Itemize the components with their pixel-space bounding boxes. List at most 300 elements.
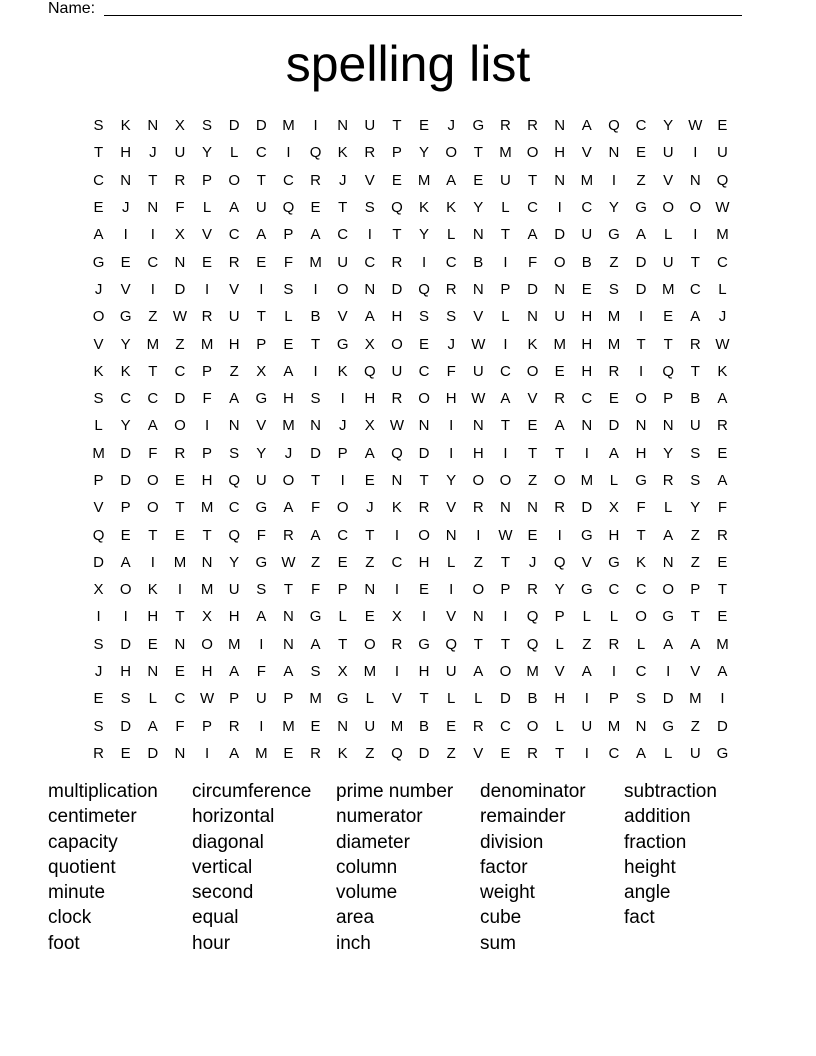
grid-letter: R bbox=[174, 171, 186, 189]
grid-letter: M bbox=[553, 335, 566, 353]
grid-letter: Y bbox=[554, 581, 565, 599]
word-list-item: foot bbox=[48, 932, 80, 954]
word-list-item: area bbox=[336, 907, 375, 929]
grid-letter: P bbox=[202, 444, 213, 462]
grid-letter: E bbox=[500, 744, 511, 762]
grid-letter: E bbox=[283, 744, 294, 762]
grid-letter: Z bbox=[527, 472, 538, 489]
grid-letter: F bbox=[636, 499, 646, 517]
grid-letter: P bbox=[554, 608, 565, 626]
grid-letter: C bbox=[255, 144, 267, 162]
grid-letter: A bbox=[717, 390, 728, 408]
grid-letter: N bbox=[337, 117, 349, 135]
grid-letter: O bbox=[146, 499, 159, 517]
grid-letter: T bbox=[636, 526, 646, 544]
grid-letter: H bbox=[581, 362, 593, 380]
grid-letter: O bbox=[635, 608, 647, 626]
word-list-item: fact bbox=[624, 907, 655, 929]
grid-letter: Q bbox=[526, 635, 539, 653]
grid-letter: S bbox=[446, 308, 457, 326]
grid-letter: P bbox=[202, 362, 213, 380]
grid-letter: N bbox=[472, 226, 484, 244]
grid-letter: P bbox=[337, 581, 348, 599]
grid-letter: N bbox=[364, 581, 376, 599]
word-list-item: volume bbox=[336, 882, 398, 904]
grid-letter: V bbox=[527, 390, 538, 408]
grid-letter: J bbox=[338, 171, 347, 189]
grid-letter: A bbox=[554, 417, 565, 435]
grid-letter: H bbox=[635, 444, 647, 462]
grid-letter: E bbox=[120, 253, 131, 271]
grid-letter: J bbox=[338, 417, 347, 435]
grid-letter: L bbox=[230, 144, 239, 162]
grid-letter: H bbox=[201, 663, 213, 681]
grid-letter: O bbox=[336, 499, 349, 517]
grid-letter: V bbox=[256, 417, 267, 435]
grid-letter: A bbox=[229, 390, 240, 408]
grid-letter: A bbox=[283, 663, 294, 681]
grid-letter: K bbox=[419, 199, 430, 217]
grid-letter: C bbox=[147, 390, 159, 408]
grid-letter: O bbox=[472, 581, 485, 599]
grid-letter: T bbox=[690, 253, 700, 271]
grid-row bbox=[85, 167, 736, 194]
grid-letter: Z bbox=[365, 744, 375, 762]
grid-letter: U bbox=[391, 362, 403, 380]
grid-letter: D bbox=[500, 690, 511, 708]
grid-letter: O bbox=[635, 390, 647, 408]
grid-letter: W bbox=[471, 390, 486, 408]
grid-letter: C bbox=[418, 362, 430, 380]
grid-letter: E bbox=[93, 690, 104, 708]
grid-letter: C bbox=[581, 199, 593, 217]
grid-letter: A bbox=[229, 663, 240, 681]
grid-letter: A bbox=[93, 226, 104, 244]
grid-letter: T bbox=[527, 171, 538, 189]
grid-letter: V bbox=[473, 744, 484, 762]
grid-row bbox=[85, 139, 736, 166]
grid-letter: A bbox=[717, 663, 728, 681]
grid-letter: I bbox=[150, 226, 155, 244]
grid-letter: G bbox=[580, 581, 593, 599]
grid-letter: H bbox=[120, 144, 132, 162]
grid-letter: K bbox=[636, 553, 647, 571]
grid-letter: Q bbox=[716, 171, 729, 189]
grid-letter: I bbox=[259, 635, 264, 653]
grid-letter: I bbox=[449, 581, 454, 599]
grid-letter: I bbox=[367, 226, 372, 244]
grid-letter: C bbox=[500, 362, 511, 380]
name-label: Name: bbox=[48, 0, 96, 17]
grid-letter: I bbox=[204, 417, 210, 435]
grid-letter: L bbox=[284, 308, 293, 326]
grid-letter: K bbox=[120, 117, 131, 135]
grid-letter: U bbox=[364, 117, 376, 135]
grid-letter: O bbox=[526, 362, 539, 380]
grid-letter: H bbox=[147, 608, 159, 626]
grid-letter: D bbox=[554, 226, 566, 244]
grid-letter: B bbox=[473, 253, 484, 271]
grid-letter: I bbox=[286, 144, 291, 162]
grid-letter: R bbox=[310, 171, 321, 189]
grid-letter: K bbox=[527, 335, 538, 353]
grid-letter: C bbox=[174, 362, 186, 380]
word-list-item: division bbox=[480, 831, 544, 853]
grid-letter: E bbox=[717, 553, 728, 571]
grid-letter: Y bbox=[229, 553, 240, 571]
grid-letter: F bbox=[527, 253, 538, 271]
grid-letter: C bbox=[581, 390, 593, 408]
grid-letter: L bbox=[555, 635, 564, 653]
grid-letter: Q bbox=[363, 362, 376, 380]
grid-letter: Y bbox=[663, 117, 674, 135]
grid-letter: G bbox=[635, 472, 647, 489]
grid-letter: E bbox=[717, 608, 728, 626]
grid-letter: V bbox=[93, 499, 104, 517]
grid-row bbox=[85, 248, 736, 275]
grid-letter: N bbox=[527, 308, 538, 326]
grid-letter: Z bbox=[229, 362, 239, 380]
word-list-item: numerator bbox=[336, 806, 423, 828]
grid-letter: R bbox=[472, 717, 484, 735]
grid-letter: H bbox=[201, 472, 213, 489]
grid-row bbox=[85, 276, 736, 303]
word-list-item: equal bbox=[192, 907, 239, 929]
grid-letter: L bbox=[202, 199, 212, 217]
grid-letter: M bbox=[607, 717, 621, 735]
word-list-item: minute bbox=[48, 882, 106, 904]
grid-letter: C bbox=[364, 253, 376, 271]
grid-letter: O bbox=[391, 335, 403, 353]
grid-letter: Z bbox=[446, 744, 456, 762]
grid-letter: T bbox=[148, 171, 158, 189]
grid-letter: E bbox=[310, 717, 321, 735]
word-list-item: sum bbox=[480, 932, 516, 954]
grid-letter: H bbox=[228, 608, 240, 626]
grid-row bbox=[85, 440, 736, 467]
grid-letter: Q bbox=[228, 472, 241, 489]
grid-letter: R bbox=[554, 390, 566, 408]
grid-letter: P bbox=[283, 226, 294, 244]
word-list-item: circumference bbox=[192, 781, 312, 802]
grid-letter: Q bbox=[92, 526, 105, 544]
grid-letter: Q bbox=[662, 362, 675, 380]
grid-letter: N bbox=[174, 635, 186, 653]
grid-letter: M bbox=[363, 663, 377, 681]
grid-letter: M bbox=[580, 472, 594, 489]
grid-letter: F bbox=[256, 663, 266, 681]
grid-letter: U bbox=[689, 744, 701, 762]
grid-letter: C bbox=[337, 226, 349, 244]
grid-letter: L bbox=[447, 690, 456, 708]
grid-letter: X bbox=[93, 581, 104, 599]
grid-letter: P bbox=[337, 444, 348, 462]
grid-letter: L bbox=[664, 226, 673, 244]
grid-letter: O bbox=[418, 390, 430, 408]
grid-letter: W bbox=[281, 553, 296, 571]
grid-letter: T bbox=[500, 417, 511, 435]
grid-letter: J bbox=[447, 335, 455, 353]
grid-letter: C bbox=[717, 253, 728, 271]
grid-letter: H bbox=[418, 553, 430, 571]
grid-letter: C bbox=[527, 199, 538, 217]
grid-letter: A bbox=[690, 308, 701, 326]
word-list-item: weight bbox=[480, 882, 535, 904]
grid-letter: I bbox=[693, 226, 698, 244]
grid-letter: T bbox=[202, 526, 212, 544]
grid-letter: K bbox=[337, 362, 348, 380]
grid-letter: G bbox=[418, 635, 430, 653]
grid-letter: N bbox=[283, 635, 294, 653]
grid-letter: N bbox=[147, 663, 159, 681]
grid-letter: T bbox=[663, 335, 673, 353]
grid-letter: E bbox=[663, 308, 674, 326]
grid-letter: D bbox=[391, 280, 403, 298]
grid-letter: G bbox=[119, 308, 132, 326]
grid-letter: N bbox=[310, 417, 321, 435]
grid-letter: D bbox=[147, 744, 159, 762]
grid-letter: I bbox=[313, 117, 318, 135]
grid-letter: T bbox=[310, 472, 321, 489]
grid-letter: Y bbox=[120, 417, 131, 435]
page-title: spelling list bbox=[285, 36, 531, 92]
grid-letter: W bbox=[172, 308, 188, 326]
grid-letter: R bbox=[310, 744, 321, 762]
grid-letter: T bbox=[310, 335, 321, 353]
grid-letter: R bbox=[283, 526, 294, 544]
grid-letter: C bbox=[283, 171, 294, 189]
grid-letter: I bbox=[421, 608, 427, 626]
grid-letter: K bbox=[446, 199, 457, 217]
grid-letter: R bbox=[608, 362, 620, 380]
grid-letter: G bbox=[309, 608, 322, 626]
grid-letter: N bbox=[391, 472, 403, 489]
grid-letter: A bbox=[229, 199, 240, 217]
grid-letter: X bbox=[174, 117, 185, 135]
grid-letter: M bbox=[607, 308, 621, 326]
grid-letter: M bbox=[173, 553, 187, 571]
grid-letter: J bbox=[149, 144, 157, 162]
grid-letter: C bbox=[500, 717, 511, 735]
grid-letter: I bbox=[611, 171, 617, 189]
grid-letter: R bbox=[445, 280, 457, 298]
grid-row bbox=[85, 358, 736, 385]
grid-letter: U bbox=[445, 663, 457, 681]
grid-row bbox=[85, 112, 736, 139]
grid-letter: A bbox=[310, 526, 321, 544]
grid-letter: C bbox=[689, 280, 701, 298]
grid-letter: N bbox=[662, 417, 674, 435]
grid-letter: C bbox=[337, 526, 349, 544]
grid-letter: F bbox=[310, 581, 321, 599]
grid-letter: H bbox=[554, 144, 566, 162]
grid-letter: A bbox=[147, 717, 158, 735]
grid-letter: P bbox=[500, 280, 511, 298]
grid-letter: H bbox=[445, 390, 457, 408]
grid-row bbox=[85, 521, 736, 548]
grid-letter: R bbox=[717, 526, 728, 544]
grid-letter: R bbox=[201, 308, 213, 326]
grid-row bbox=[85, 713, 736, 740]
word-list-item: height bbox=[624, 856, 676, 878]
grid-letter: P bbox=[202, 171, 213, 189]
grid-letter: Z bbox=[310, 553, 321, 571]
grid-letter: F bbox=[148, 444, 158, 462]
grid-letter: U bbox=[717, 144, 728, 162]
grid-letter: D bbox=[662, 690, 674, 708]
grid-letter: M bbox=[716, 226, 729, 244]
word-list-item: addition bbox=[624, 806, 691, 828]
grid-letter: A bbox=[120, 553, 131, 571]
grid-letter: C bbox=[120, 390, 132, 408]
grid-letter: M bbox=[499, 144, 512, 162]
word-list-item: diagonal bbox=[192, 831, 264, 853]
grid-letter: H bbox=[418, 663, 430, 681]
grid-letter: H bbox=[364, 390, 376, 408]
grid-letter: L bbox=[555, 717, 564, 735]
grid-letter: Z bbox=[609, 253, 619, 271]
grid-letter: D bbox=[635, 253, 647, 271]
grid-letter: S bbox=[310, 390, 321, 408]
grid-letter: J bbox=[718, 308, 727, 326]
grid-letter: G bbox=[608, 553, 620, 571]
grid-letter: R bbox=[364, 144, 376, 162]
grid-letter: P bbox=[663, 390, 674, 408]
grid-letter: B bbox=[419, 717, 430, 735]
grid-letter: I bbox=[503, 253, 508, 271]
grid-letter: S bbox=[690, 444, 701, 462]
grid-letter: U bbox=[472, 362, 484, 380]
grid-row bbox=[85, 467, 736, 494]
grid-letter: I bbox=[421, 253, 427, 271]
grid-letter: E bbox=[364, 472, 375, 489]
grid-letter: R bbox=[527, 581, 538, 599]
word-list-item: capacity bbox=[48, 831, 118, 853]
grid-letter: B bbox=[581, 253, 592, 271]
grid-row bbox=[85, 631, 736, 658]
grid-letter: E bbox=[473, 171, 484, 189]
grid-letter: K bbox=[120, 362, 131, 380]
grid-letter: I bbox=[313, 362, 318, 380]
grid-letter: S bbox=[229, 444, 240, 462]
grid-letter: N bbox=[147, 117, 159, 135]
grid-letter: E bbox=[446, 717, 457, 735]
grid-letter: S bbox=[636, 690, 647, 708]
grid-letter: G bbox=[608, 226, 620, 244]
grid-letter: Q bbox=[418, 280, 430, 298]
grid-letter: G bbox=[716, 744, 729, 762]
grid-letter: D bbox=[228, 117, 240, 135]
grid-letter: M bbox=[716, 635, 729, 653]
grid-letter: E bbox=[391, 171, 402, 189]
grid-letter: O bbox=[499, 472, 512, 489]
grid-letter: E bbox=[147, 635, 158, 653]
grid-letter: D bbox=[608, 417, 620, 435]
grid-letter: K bbox=[391, 499, 402, 517]
grid-letter: D bbox=[93, 553, 104, 571]
grid-letter: W bbox=[389, 417, 405, 435]
grid-letter: D bbox=[635, 280, 647, 298]
word-list-item: centimeter bbox=[48, 806, 137, 828]
grid-letter: R bbox=[174, 444, 186, 462]
grid-letter: A bbox=[500, 390, 511, 408]
grid-letter: M bbox=[309, 690, 322, 708]
grid-row bbox=[85, 330, 736, 357]
grid-letter: S bbox=[93, 635, 104, 653]
word-list-item: angle bbox=[624, 882, 671, 904]
grid-letter: I bbox=[259, 280, 264, 298]
grid-letter: Q bbox=[391, 744, 403, 762]
grid-letter: P bbox=[391, 144, 402, 162]
grid-letter: M bbox=[282, 117, 295, 135]
grid-letter: D bbox=[418, 444, 430, 462]
grid-letter: A bbox=[717, 472, 728, 489]
grid-letter: G bbox=[255, 553, 268, 571]
grid-letter: A bbox=[283, 362, 294, 380]
grid-letter: P bbox=[202, 717, 213, 735]
grid-letter: J bbox=[121, 199, 130, 217]
grid-letter: U bbox=[500, 171, 511, 189]
grid-letter: E bbox=[717, 117, 728, 135]
grid-letter: N bbox=[174, 744, 186, 762]
grid-letter: N bbox=[364, 280, 376, 298]
grid-letter: A bbox=[364, 444, 375, 462]
grid-letter: E bbox=[608, 390, 619, 408]
grid-letter: G bbox=[580, 526, 593, 544]
grid-letter: V bbox=[93, 335, 104, 353]
grid-letter: N bbox=[120, 171, 132, 189]
grid-letter: M bbox=[92, 444, 105, 462]
grid-letter: W bbox=[715, 335, 730, 353]
grid-letter: Y bbox=[690, 499, 701, 517]
grid-letter: E bbox=[554, 362, 565, 380]
grid-letter: M bbox=[200, 335, 214, 353]
grid-letter: N bbox=[581, 417, 593, 435]
grid-letter: J bbox=[528, 553, 537, 571]
grid-letter: U bbox=[581, 226, 593, 244]
grid-letter: E bbox=[202, 253, 213, 271]
grid-letter: T bbox=[717, 581, 728, 599]
grid-letter: T bbox=[473, 144, 483, 162]
grid-letter: V bbox=[446, 608, 457, 626]
grid-letter: V bbox=[337, 308, 348, 326]
grid-letter: T bbox=[500, 553, 511, 571]
grid-letter: Z bbox=[690, 526, 700, 544]
grid-letter: H bbox=[581, 335, 593, 353]
grid-letter: Z bbox=[175, 335, 185, 353]
grid-letter: F bbox=[446, 362, 456, 380]
grid-letter: R bbox=[527, 117, 538, 135]
grid-letter: A bbox=[256, 226, 267, 244]
grid-letter: Z bbox=[148, 308, 158, 326]
grid-letter: L bbox=[664, 499, 673, 517]
grid-letter: C bbox=[228, 499, 240, 517]
grid-letter: A bbox=[636, 744, 647, 762]
grid-letter: L bbox=[664, 744, 673, 762]
grid-letter: V bbox=[120, 280, 131, 298]
grid-letter: X bbox=[337, 663, 348, 681]
grid-letter: G bbox=[336, 690, 349, 708]
grid-letter: E bbox=[581, 280, 592, 298]
grid-letter: T bbox=[419, 690, 429, 708]
grid-letter: T bbox=[148, 526, 158, 544]
grid-letter: O bbox=[526, 717, 539, 735]
grid-letter: D bbox=[174, 390, 186, 408]
grid-letter: H bbox=[228, 335, 240, 353]
grid-letter: R bbox=[472, 499, 484, 517]
grid-letter: A bbox=[310, 635, 321, 653]
grid-letter: H bbox=[472, 444, 484, 462]
